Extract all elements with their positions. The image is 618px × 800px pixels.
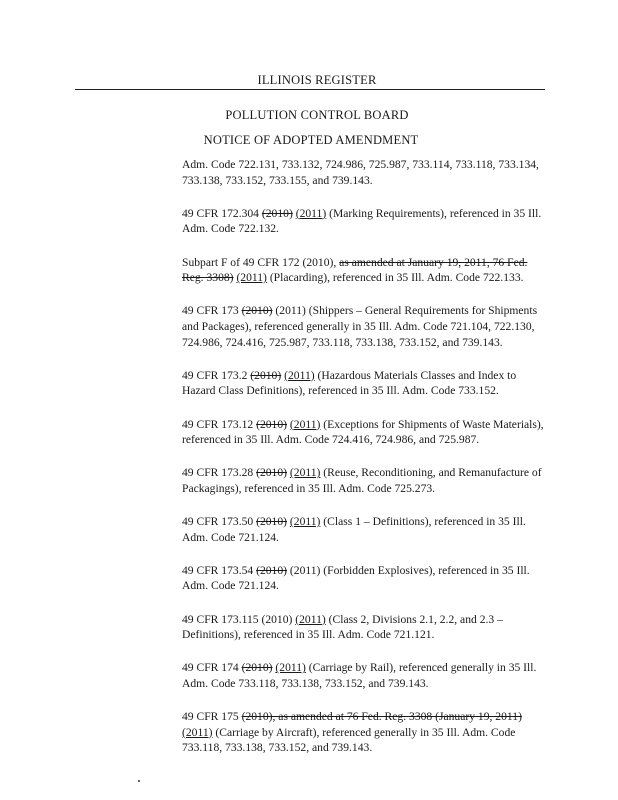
deleted-text: (2010) bbox=[250, 368, 282, 382]
deleted-text: (2010) bbox=[241, 661, 273, 675]
entry-text: (Carriage by Rail), referenced generally in 35 Ill. Adm. Code 733.118, 733.138, 733.152, and 739.143. bbox=[182, 661, 537, 690]
entry-text: (Reuse, Reconditioning, and Remanufacture of Packagings), referenced in 35 Ill. Adm. Code 725.273. bbox=[182, 466, 542, 495]
entry-text: Subpart F of 49 CFR 172 (2010), bbox=[182, 255, 340, 269]
entry-text: 49 CFR 173.115 (2010) bbox=[182, 612, 296, 626]
deleted-text: (2010) bbox=[256, 466, 288, 480]
register-title: ILLINOIS REGISTER bbox=[257, 73, 377, 87]
entry-49cfr-173 bbox=[182, 303, 547, 350]
entry-text: (2011) (Shippers – General Requirements for Shipments and Packages), referenced generally in 35 Ill. Adm. Code 721.104, 722.130, 724.986, 724.416, 725.987, 733.118, 733.138, 733.152, and 739.143. bbox=[182, 304, 538, 349]
entry-text: (2011) (Forbidden Explosives), referenced in 35 Ill. Adm. Code 721.124. bbox=[182, 563, 530, 593]
entry-text: 49 CFR 173 bbox=[182, 304, 242, 318]
inserted-text: (2011) bbox=[182, 725, 213, 739]
deleted-text: (2010) bbox=[256, 417, 288, 431]
deleted-text: (2010) bbox=[256, 563, 288, 577]
deleted-text: (2010) bbox=[241, 304, 273, 318]
reference-list bbox=[182, 157, 547, 774]
inserted-text: (2011) bbox=[289, 466, 321, 480]
entry-49cfr-173-50 bbox=[182, 514, 547, 545]
inserted-text: (2011) bbox=[295, 206, 327, 220]
entry-text: 49 CFR 173.50 bbox=[182, 515, 257, 529]
entry-text: (Exceptions for Shipments of Waste Materials), referenced in 35 Ill. Adm. Code 724.416, 724.986, and 725.987. bbox=[182, 417, 544, 447]
entry-text: 49 CFR 173.12 bbox=[182, 417, 257, 431]
entry-text: (Carriage by Aircraft), referenced generally in 35 Ill. Adm. Code 733.118, 733.138, 733.152, and 739.143. bbox=[182, 725, 516, 755]
inserted-text: (2011) bbox=[289, 515, 321, 529]
entry-49cfr-173-28 bbox=[182, 465, 547, 496]
deleted-text: (2010), as amended at 76 Fed. Reg. 3308 (January 19, 2011) bbox=[241, 710, 522, 724]
inserted-text: (2011) bbox=[236, 271, 267, 285]
board-title: POLLUTION CONTROL BOARD bbox=[225, 108, 409, 122]
entry-text: (Class 2, Divisions 2.1, 2.2, and 2.3 – Definitions), referenced in 35 Ill. Adm. Code 721.121. bbox=[182, 612, 503, 642]
entry-text: (Hazardous Materials Classes and Index to Hazard Class Definitions), referenced in 35 Ill. Adm. Code 733.152. bbox=[182, 368, 517, 398]
entry-49cfr-173-54 bbox=[182, 563, 547, 594]
entry-49cfr-175 bbox=[182, 709, 547, 756]
entry-text: 49 CFR 172.304 bbox=[182, 206, 262, 220]
entry-text: 49 CFR 173.28 bbox=[182, 466, 257, 480]
inserted-text: (2011) bbox=[275, 661, 306, 675]
inserted-text: (2011) bbox=[289, 417, 321, 431]
entry-49cfr-173-2 bbox=[182, 368, 547, 399]
entry-text: 49 CFR 175 bbox=[182, 710, 242, 724]
entry-49cfr-174 bbox=[182, 660, 547, 691]
entry-text: 49 CFR 174 bbox=[182, 661, 242, 675]
scan-speck bbox=[138, 780, 140, 782]
notice-title: NOTICE OF ADOPTED AMENDMENT bbox=[203, 133, 419, 147]
entry-text: Adm. Code 722.131, 733.132, 724.986, 725.987, 733.114, 733.118, 733.134, 733.138, 733.152, 733.155, and 739.143. bbox=[182, 158, 539, 187]
entry-49cfr-172-304 bbox=[182, 206, 547, 237]
entry-adm-code-continued bbox=[182, 157, 547, 188]
entry-text: (Class 1 – Definitions), referenced in 35 Ill. Adm. Code 721.124. bbox=[182, 515, 526, 544]
entry-49cfr-173-12 bbox=[182, 417, 547, 448]
deleted-text: (2010) bbox=[261, 206, 293, 220]
entry-text: 49 CFR 173.54 bbox=[182, 563, 257, 577]
inserted-text: (2011) bbox=[295, 612, 326, 626]
entry-text: 49 CFR 173.2 bbox=[182, 368, 251, 382]
header-rule-left bbox=[75, 89, 530, 90]
entry-text: (Marking Requirements), referenced in 35 Ill. Adm. Code 722.132. bbox=[182, 206, 542, 236]
entry-49cfr-173-115 bbox=[182, 612, 547, 643]
deleted-text: (2010) bbox=[256, 515, 288, 529]
deleted-text: as amended at January 19, 2011, 76 Fed. Reg. 3308) bbox=[182, 255, 528, 285]
header-rule-right bbox=[500, 89, 545, 90]
inserted-text: (2011) bbox=[284, 368, 315, 382]
entry-text: (Placarding), referenced in 35 Ill. Adm. Code 722.133. bbox=[266, 271, 524, 285]
entry-49cfr-172-subpart-f bbox=[182, 255, 547, 286]
